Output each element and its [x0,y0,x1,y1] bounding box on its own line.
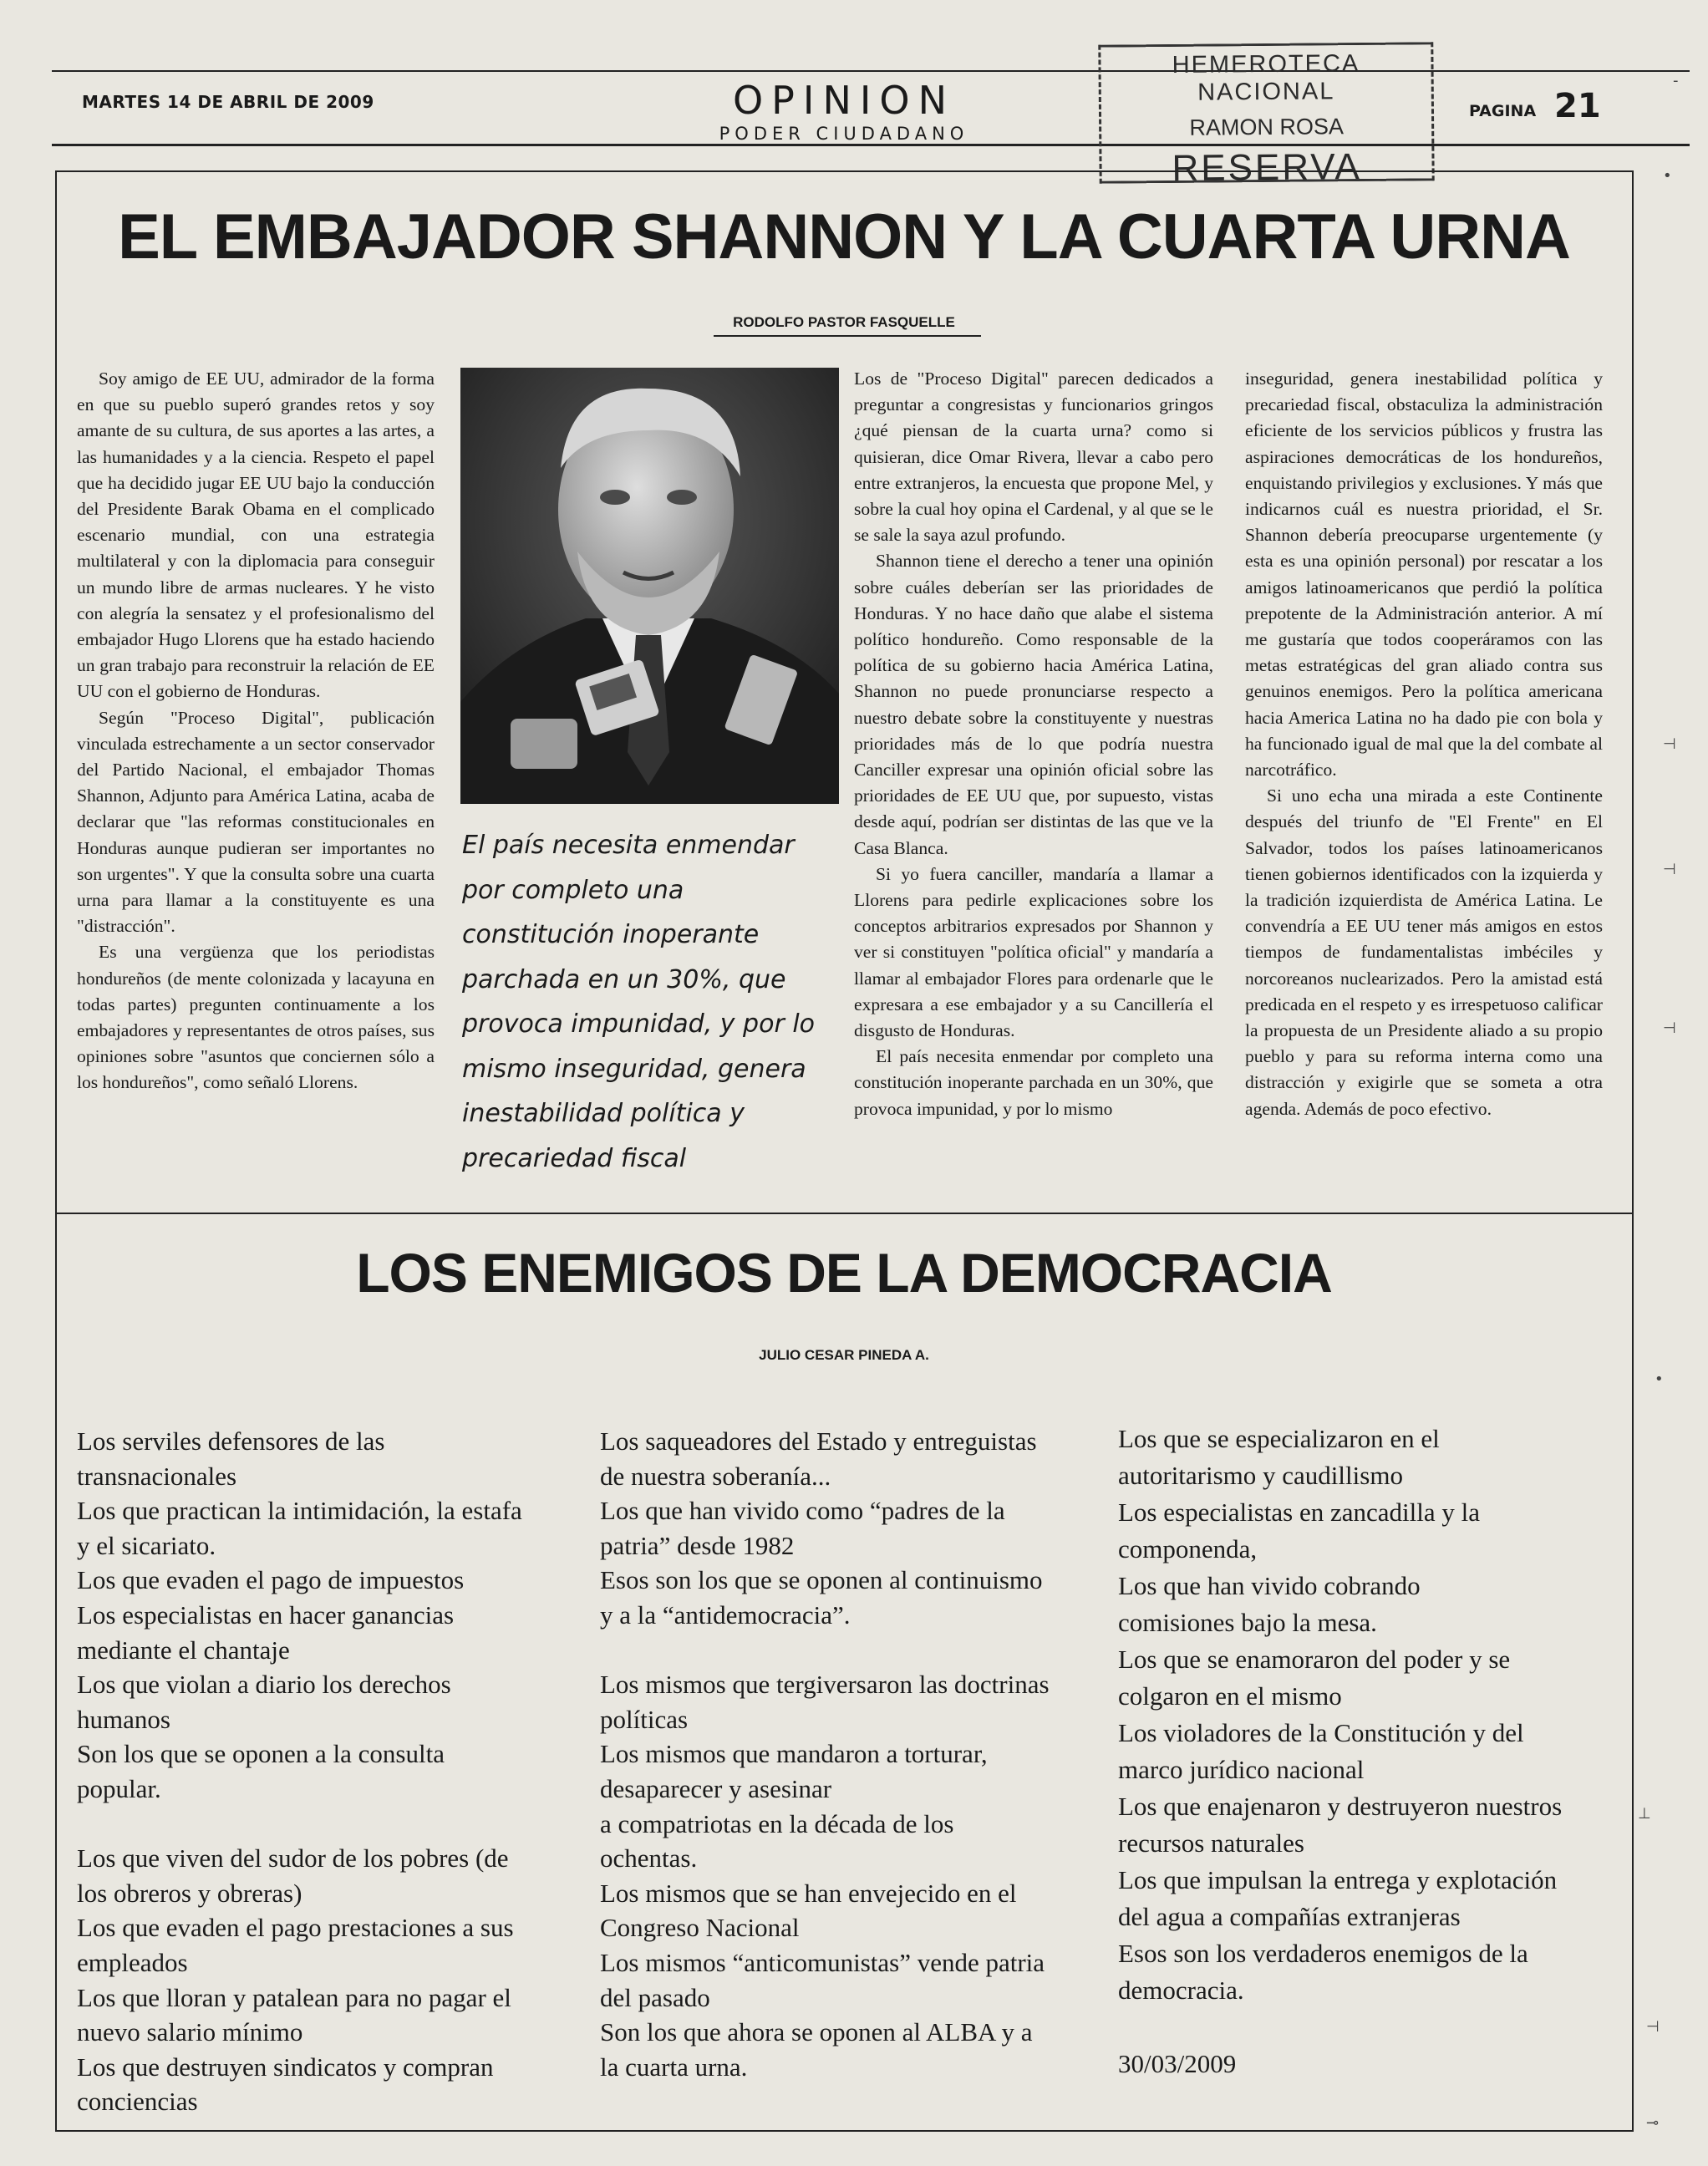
poem-line: Los que viven del sudor de los pobres (de [77,1843,509,1874]
author-photo [460,368,839,804]
poem-line: Son los que ahora se oponen al ALBA y a [600,2017,1033,2047]
poem-line: Son los que se oponen a la consulta [77,1739,445,1769]
article-2-title: LOS ENEMIGOS DE LA DEMOCRACIA [356,1242,1332,1304]
poem-line: Los mismos que mandaron a torturar, [600,1739,988,1769]
poem-line: Los mismos que se han envejecido en el [600,1878,1017,1908]
paragraph: Shannon tiene el derecho a tener una opinión sobre cuáles deberían ser las prioridades de Honduras. Y no hace daño que alabe el sistema político hondureño. Como responsable de la política de su gobierno hacia América Latina, Shannon no puede pronunciarse respecto a nuestro debate sobre la constituyente y nuestras prioridades más de lo que podría nuestra Canciller expresar una opinión oficial sobre las prioridades de EE UU que, por supuesto, vistas desde aquí, podrían ser distintas de las que ve la Casa Blanca. [854,551,1213,858]
poem-line: y el sicariato. [77,1530,216,1560]
poem-line: Los que destruyen sindicatos y compran [77,2052,494,2082]
poem-line: componenda, [1118,1534,1258,1563]
poem-line: Los que violan a diario los derechos [77,1670,451,1700]
pull-quote: El país necesita enmendar por completo una constitución inoperante parchada en un 30%, que provoca impunidad, y por lo mismo inseguridad, genera inestabilidad política y precariedad fiscal [462,831,816,1173]
poem-column-2 [600,1424,1101,2084]
poem-line: autoritarismo y caudillismo [1118,1461,1403,1490]
edge-mark: • [1663,167,1672,185]
poem-date: 30/03/2009 [1118,2049,1237,2078]
poem-line: Los especialistas en zancadilla y la [1118,1497,1480,1527]
poem-line: Los mismos “anticomunistas” vende patria [600,1947,1045,1977]
edge-mark: ⊣ [1663,735,1676,753]
poem-line: Los mismos que tergiversaron las doctrinas [600,1670,1050,1700]
portrait-image [460,368,839,804]
poem-line: colgaron en el mismo [1118,1681,1342,1711]
article-1-column-1 [77,366,435,1096]
poem-line: marco jurídico nacional [1118,1755,1365,1784]
article-1-column-3 [854,366,1213,1122]
article-1-title: EL EMBAJADOR SHANNON Y LA CUARTA URNA [118,201,1570,272]
section-subtitle: PODER CIUDADANO [719,124,969,144]
poem-line: nuevo salario mínimo [77,2017,303,2047]
stanza-break [77,1807,578,1842]
poem-line: los obreros y obreras) [77,1878,302,1908]
poem-line: popular. [77,1773,161,1803]
poem-line: Los que evaden el pago de impuestos [77,1565,465,1595]
paragraph: Los de "Proceso Digital" parecen dedicados a preguntar a congresistas y funcionarios gringos ¿qué piensan de la cuarta urna? como si quisieran, dice Omar Rivera, llevar a cabo pero entre extranjeros, la encuesta que propone Mel, y sobre la cual hoy opina el Cardenal, y al que se le se sale la saya azul profundo. [854,369,1213,546]
stanza-break [1118,2009,1619,2046]
poem-line: a compatriotas en la década de los [600,1808,954,1838]
article-2-byline: JULIO CESAR PINEDA A. [759,1347,929,1363]
poem-line: Esos son los verdaderos enemigos de la [1118,1939,1528,1968]
page-number: 21 [1554,87,1601,125]
stamp-line-3: RESERVA [1172,146,1362,189]
poem-line: Esos son los que se oponen al continuismo [600,1565,1043,1595]
poem-line: Los que han vivido cobrando [1118,1571,1421,1600]
paragraph: inseguridad, genera inestabilidad política y precariedad fiscal, obstaculiza la administración eficiente de los servicios públicos y frustra las aspiraciones democráticas de los hondureños, enquistando privilegios y exclusiones. Y más que indicarnos cuál es nuestra prioridad, el Sr. Shannon debería preocuparse urgentemente (y esta es una opinión personal) por rescatar a los amigos latinoamericanos que perdió la política prepotente de la Administración anterior. A mí me gustaría que todos cooperáramos con las metas estratégicas del gran aliado contra sus genuinos enemigos. Pero la política americana hacia America Latina no ha dado pie con bola y ha funcionado igual de mal que la del combate al narcotráfico. [1245,369,1603,780]
poem-line: y a la “antidemocracia”. [600,1599,851,1630]
poem-line: Los violadores de la Constitución y del [1118,1718,1524,1747]
poem-column-1 [77,1424,578,2119]
poem-line: políticas [600,1704,689,1734]
poem-line: del pasado [600,1982,710,2012]
poem-line: mediante el chantaje [77,1635,290,1665]
poem-line: comisiones bajo la mesa. [1118,1608,1377,1637]
article-1-column-4 [1245,366,1603,1122]
poem-line: Los que lloran y patalean para no pagar el [77,1982,511,2012]
edge-mark: - [1673,72,1679,89]
paragraph: Según "Proceso Digital", publicación vinculada estrechamente a un sector conservador del Partido Nacional, el embajador Thomas Shannon, Adjunto para América Latina, acaba de declarar que "las reformas constitucionales en Honduras aunque pudieran ser importantes no son urgentes". Y que la consulta sobre una cuarta urna para llamar a la constituyente es una "distracción". [77,707,435,937]
edge-mark: ⊸ [1646,2114,1660,2132]
poem-line: democracia. [1118,1975,1244,2005]
paragraph: El país necesita enmendar por completo una constitución inoperante parchada en un 30%, que provoca impunidad, y por lo mismo [854,1046,1213,1119]
poem-line: Los que practican la intimidación, la estafa [77,1496,522,1526]
poem-line: del agua a compañías extranjeras [1118,1902,1461,1931]
edge-mark: ⊣ [1663,861,1676,878]
library-stamp [1098,42,1434,189]
section-title: OPINION [732,78,956,123]
edge-mark: ⊥ [1638,1805,1651,1823]
poem-line: empleados [77,1947,188,1977]
poem-line: Los que se enamoraron del poder y se [1118,1645,1511,1674]
poem-line: desaparecer y asesinar [600,1773,832,1803]
poem-line: Los que impulsan la entrega y explotación [1118,1865,1558,1894]
paragraph: Soy amigo de EE UU, admirador de la forma en que su pueblo superó grandes retos y soy amante de su cultura, de sus aportes a las artes, a las humanidades y a la ciencia. Respeto el papel que ha decidido jugar EE UU bajo la conducción del Presidente Barak Obama en el complicado escenario mundial, con una estrategia multilateral y con la diplomacia para conseguir un mundo libre de armas nucleares. Y he visto con alegría la sensatez y el profesionalismo del embajador Hugo Llorens que ha estado haciendo un gran trabajo para reconstruir la relación de EE UU con el gobierno de Honduras. [77,369,435,702]
poem-line: Los que han vivido como “padres de la [600,1496,1005,1526]
paragraph: Si uno echa una mirada a este Continente después del triunfo de "El Frente" en El Salvador, todos los países latinoamericanos tienen gobiernos identificados con la izquierda y la tradición izquierdista de América Latina. Le convendría a EE UU tener más amigos en estos tiempos de fundamentalistas imbéciles y norcoreanos nuclearizados. Pero la amistad está predicada en el respeto y es irrespetuoso calificar la propuesta de un Presidente aliado a su propio pueblo y para su reforma interna como una distracción y exigirle que se someta a otra agenda. Además de poco efectivo. [1245,786,1603,1119]
poem-column-3 [1118,1421,1619,2082]
edge-mark: ⊣ [1663,1019,1676,1037]
article-1-byline: RODOLFO PASTOR FASQUELLE [733,314,955,330]
paragraph: Es una vergüenza que los periodistas hondureños (de mente colonizada y lacayuna en todas partes) pregunten continuamente a los embajadores y representantes de otros países, sus opiniones sobre "asuntos que conciernen sólo a los hondureños", como señaló Llorens. [77,942,435,1093]
poem-line: de nuestra soberanía... [600,1461,831,1491]
poem-line: conciencias [77,2087,198,2117]
poem-line: ochentas. [600,1843,698,1874]
poem-line: patria” desde 1982 [600,1530,795,1560]
edge-mark: ⊣ [1646,2018,1660,2036]
poem-line: humanos [77,1704,170,1734]
poem-line: Congreso Nacional [600,1913,800,1943]
poem-line: la cuarta urna. [600,2052,748,2082]
poem-line: transnacionales [77,1461,237,1491]
edge-mark: • [1655,1370,1664,1388]
poem-line: Los serviles defensores de las [77,1426,385,1456]
poem-line: Los saqueadores del Estado y entreguistas [600,1426,1037,1456]
stamp-line-2: RAMON ROSA [1189,114,1345,140]
poem-line: Los especialistas en hacer ganancias [77,1599,455,1630]
poem-line: Los que se especializaron en el [1118,1424,1440,1453]
poem-line: Los que evaden el pago prestaciones a sus [77,1913,514,1943]
stanza-break [600,1633,1101,1668]
poem-line: Los que enajenaron y destruyeron nuestros [1118,1792,1563,1821]
stamp-line-1: HEMEROTECA NACIONAL [1172,50,1360,106]
poem-line: recursos naturales [1118,1828,1304,1858]
page-label: PAGINA [1469,102,1537,120]
issue-date: MARTES 14 DE ABRIL DE 2009 [82,92,374,112]
paragraph: Si yo fuera canciller, mandaría a llamar a Llorens para pedirle explicaciones sobre los conceptos arbitrarios expresados por Shannon y ver si constituyen "política oficial" y mandaría a llamar al embajador Flores para ordenarle que le expresara a ese embajador y a su Cancillería el disgusto de Honduras. [854,863,1213,1041]
